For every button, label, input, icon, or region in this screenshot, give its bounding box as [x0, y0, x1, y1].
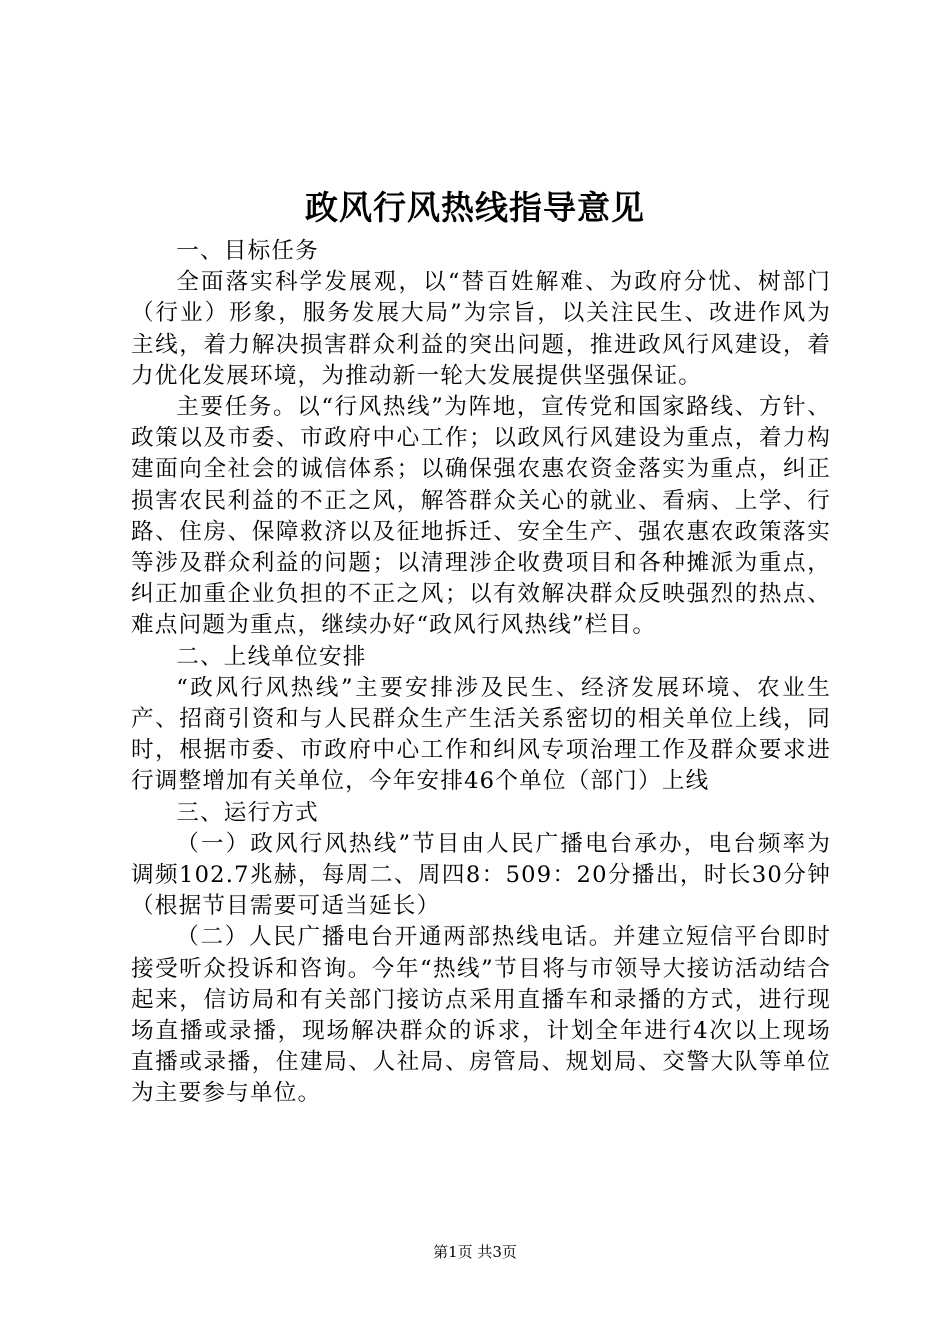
body-paragraph: （二）人民广播电台开通两部热线电话。并建立短信平台即时接受听众投诉和咨询。今年“热线”节目将与市领导大接访活动结合起来，信访局和有关部门接访点采用直播车和录播的方式，进行现场直播或录播，现场解决群众的诉求，计划全年进行4次以上现场直播或录播，住建局、人社局、房管局、规划局、交警大队等单位为主要参与单位。	[131, 924, 831, 1107]
body-paragraph: （一）政风行风热线”节目由人民广播电台承办，电台频率为调频102.7兆赫，每周二、周四8：509：20分播出，时长30分钟（根据节目需要可适当延长）	[131, 830, 831, 920]
page-footer: 第1页 共3页	[433, 1243, 517, 1261]
body-paragraph: “政风行风热线”主要安排涉及民生、经济发展环境、农业生产、招商引资和与人民群众生产生活关系密切的相关单位上线，同时，根据市委、市政府中心工作和纠风专项治理工作及群众要求进行调整增加有关单位，今年安排46个单位（部门）上线	[131, 674, 831, 795]
body-paragraph: 全面落实科学发展观，以“替百姓解难、为政府分忧、树部门（行业）形象，服务发展大局”为宗旨，以关注民生、改进作风为主线，着力解决损害群众利益的突出问题，推进政风行风建设，着力优化发展环境，为推动新一轮大发展提供坚强保证。	[131, 269, 831, 389]
body-paragraph: 主要任务。以“行风热线”为阵地，宣传党和国家路线、方针、政策以及市委、市政府中心工作；以政风行风建设为重点，着力构建面向全社会的诚信体系；以确保强农惠农资金落实为重点，纠正损害农民利益的不正之风，解答群众关心的就业、看病、上学、行路、住房、保障救济以及征地拆迁、安全生产、强农惠农政策落实等涉及群众利益的问题；以清理涉企收费项目和各种摊派为重点，纠正加重企业负担的不正之风；以有效解决群众反映强烈的热点、难点问题为重点，继续办好“政风行风热线”栏目。	[131, 394, 831, 639]
document-title: 政风行风热线指导意见	[305, 188, 645, 227]
section-heading: 一、目标任务	[176, 238, 319, 264]
document-body	[131, 236, 831, 1110]
section-heading: 三、运行方式	[176, 799, 319, 826]
section-heading: 二、上线单位安排	[176, 643, 367, 670]
